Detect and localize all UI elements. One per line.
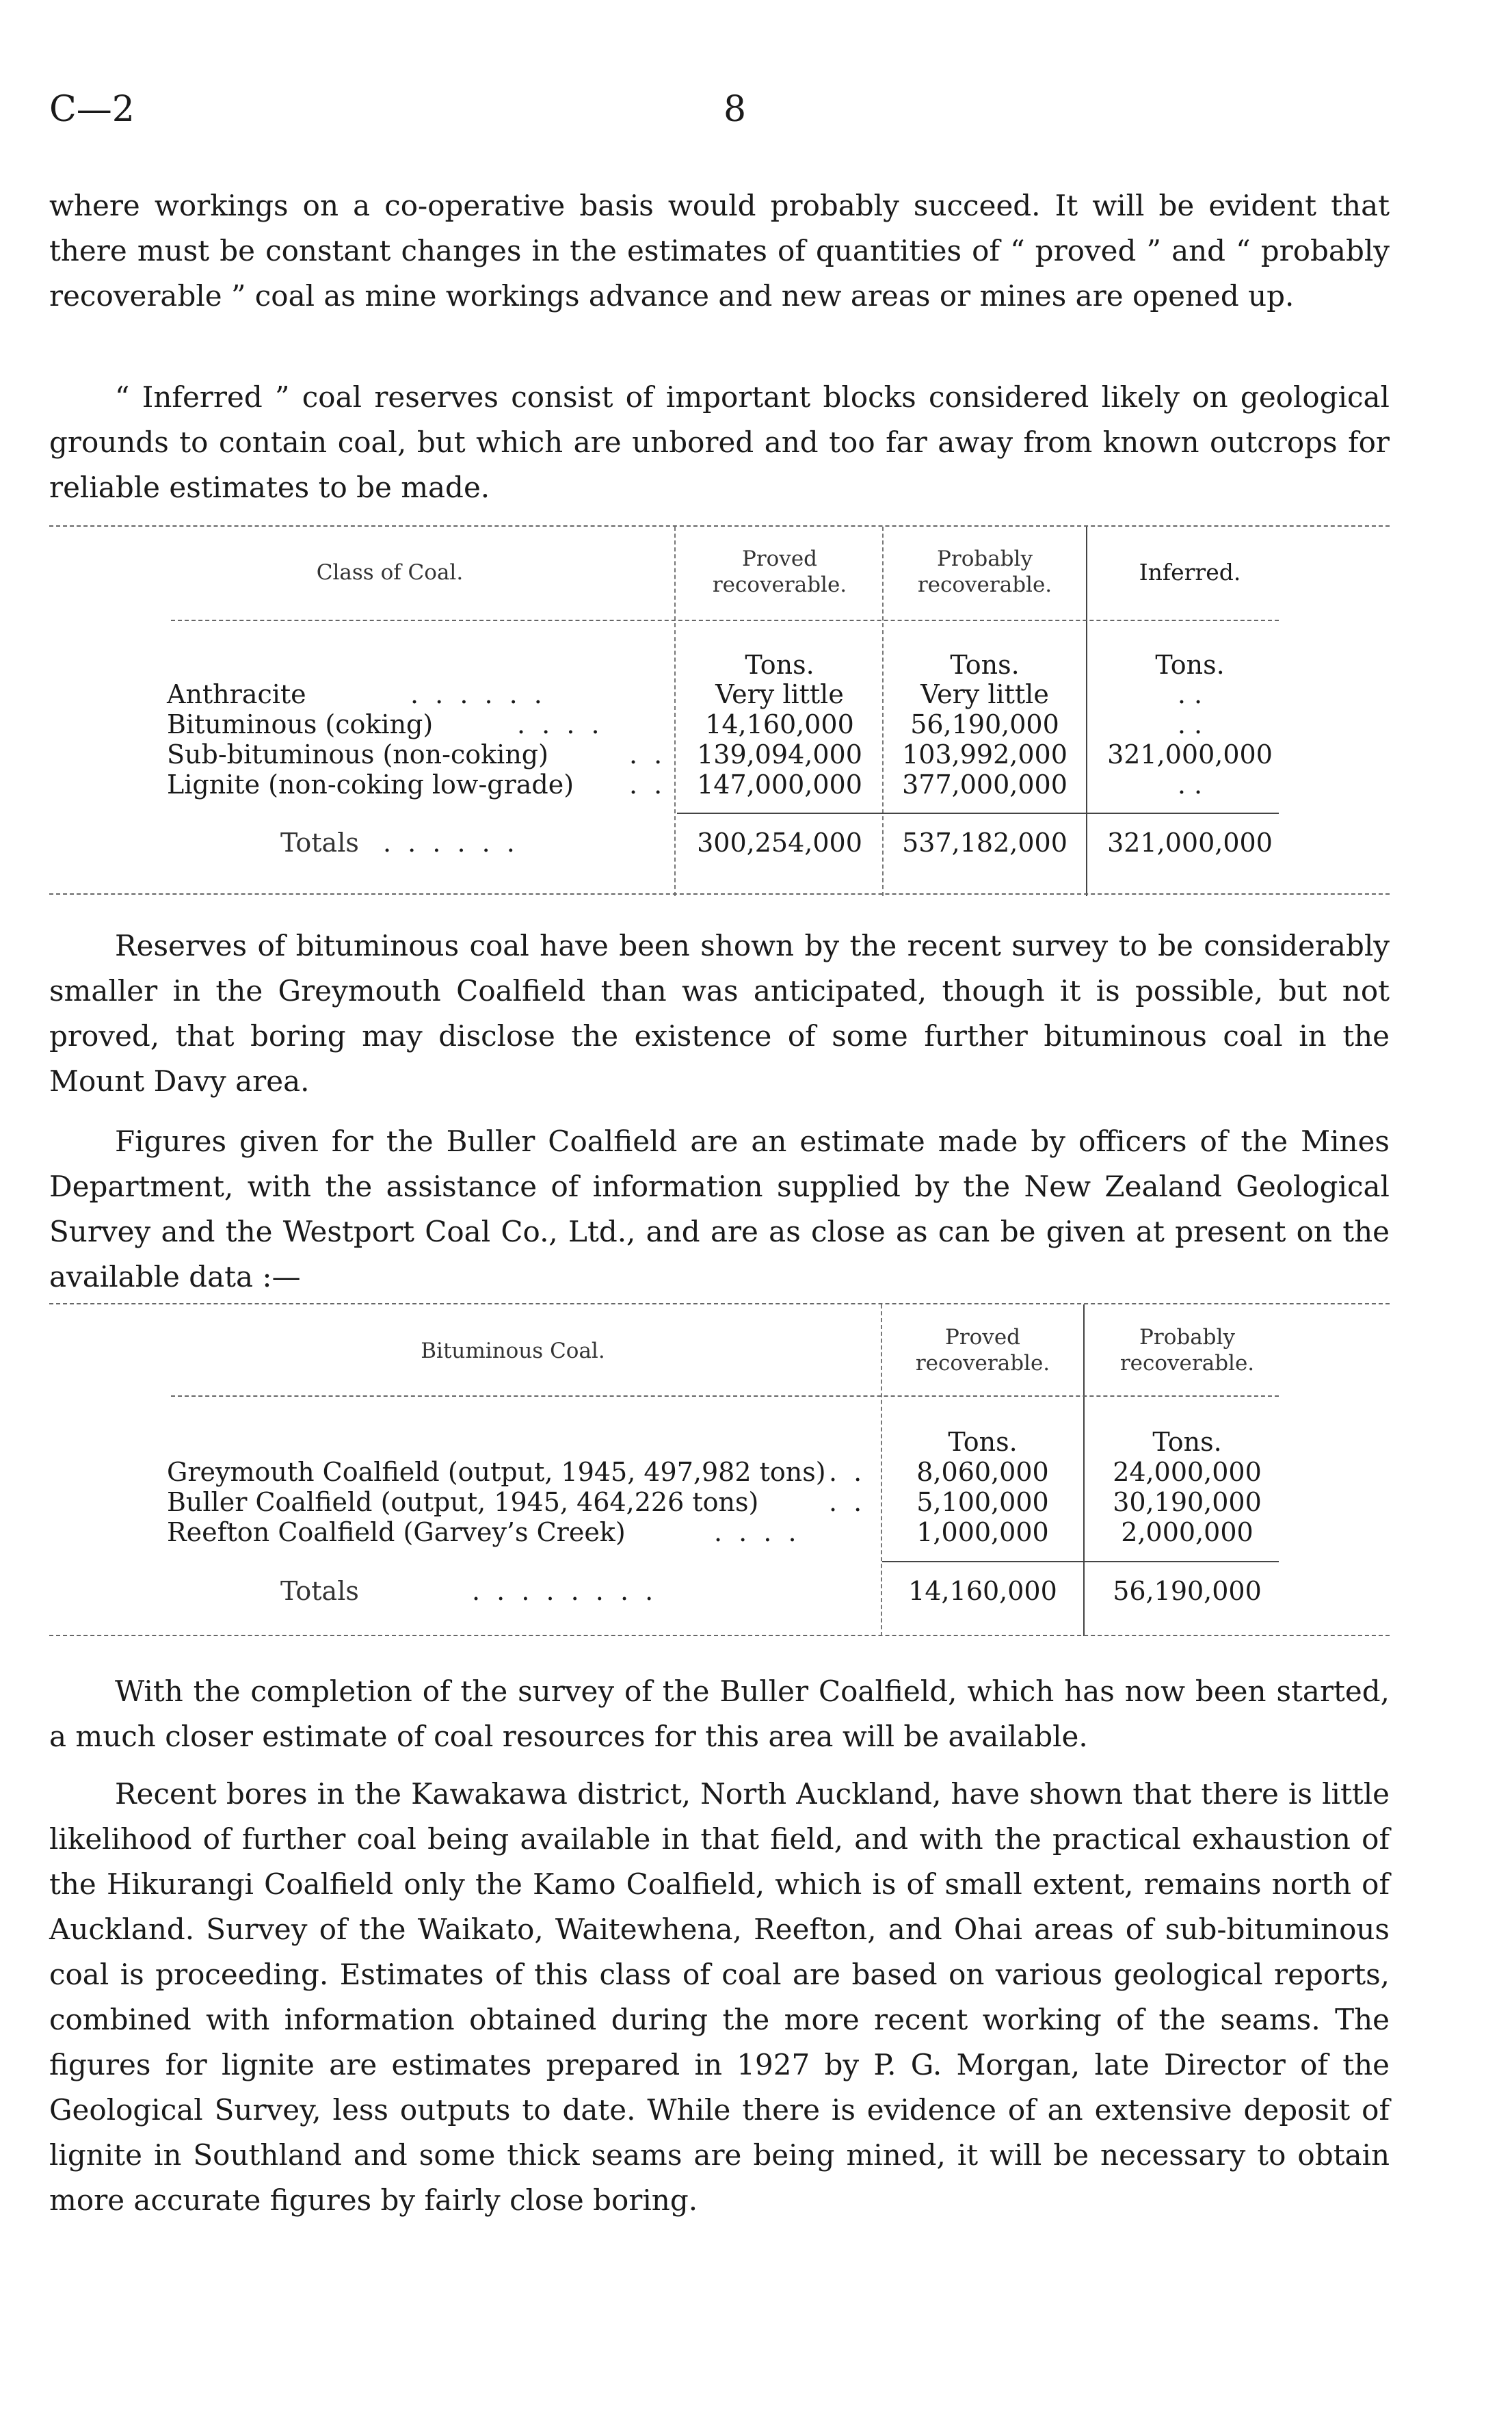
header-line: recoverable. [917, 573, 1052, 597]
totals-label: Totals [280, 1576, 359, 1606]
header-line: recoverable. [1119, 1351, 1255, 1376]
header-line: Probably [937, 547, 1033, 571]
leader-dots: . . . . [714, 1517, 801, 1547]
table1-header-proved [677, 546, 882, 598]
row-probably: Very little [920, 679, 1049, 709]
leader-dots: . . . . . . . . [472, 1576, 658, 1606]
table1-totals-rule [677, 813, 1279, 814]
row-label: Sub-bituminous (non-coking) [167, 739, 548, 770]
leader-dots: . . . . . . [410, 679, 546, 709]
row-label: Greymouth Coalfield (output, 1945, 497,982 tons) [167, 1457, 826, 1487]
leader-dots: . . . . [517, 709, 604, 739]
row-label: Buller Coalfield (output, 1945, 464,226 tons) [167, 1487, 759, 1517]
header-line: Proved [944, 1325, 1021, 1350]
table1-unit-inferred: Tons. [1155, 650, 1225, 680]
row-proved: 1,000,000 [916, 1517, 1049, 1547]
row-proved: 139,094,000 [697, 739, 862, 770]
totals-proved: 300,254,000 [697, 828, 862, 858]
leader-dots: . . [629, 770, 667, 800]
header-line: recoverable. [915, 1351, 1050, 1376]
paragraph-kawakawa-bores: Recent bores in the Kawakawa district, North Auckland, have shown that there is little likelihood of further coal being available in that field, and with the practical exhaustion of the Hikurangi Coalfield only the Kamo Coalfield, which is of small extent, remains north of Auckland. Survey of the Waikato, Waitewhena, Reefton, and Ohai areas of sub-bituminous coal is proceeding. Estimates of this class of coal are based on various geological reports, combined with information obtained during the more recent working of the seams. The figures for lignite are estimates prepared in 1927 by P. G. Morgan, late Director of the Geological Survey, less outputs to date. While there is evidence of an extensive deposit of lignite in Southland and some thick seams are being mined, it will be necessary to obtain more accurate figures by fairly close boring. [49, 1777, 1390, 2217]
header-line: recoverable. [712, 573, 847, 597]
row-probably: 24,000,000 [1113, 1457, 1262, 1487]
leader-dots: . . [629, 739, 667, 770]
page-number: 8 [724, 89, 747, 130]
paragraph-inferred-reserves: “ Inferred ” coal reserves consist of important blocks considered likely on geological grounds to contain coal, but which are unbored and too far away from known outcrops for reliable estimates to be made. [49, 380, 1390, 504]
table2-totals-rule [882, 1561, 1279, 1562]
row-label: Bituminous (coking) [167, 709, 434, 739]
paragraph-buller-figures: Figures given for the Buller Coalfield are an estimate made by officers of the Mines Department, with the assistance of information supplied by the New Zealand Geological Survey and the Westport Coal Co., Ltd., and are as close as can be given at present on the available data :— [49, 1125, 1390, 1293]
totals-probably: 537,182,000 [902, 828, 1067, 858]
row-inferred: 321,000,000 [1107, 739, 1273, 770]
row-proved: 8,060,000 [916, 1457, 1049, 1487]
row-inferred: . . [1177, 770, 1203, 800]
totals-probably: 56,190,000 [1113, 1576, 1262, 1606]
table1-header-rule [171, 620, 1279, 621]
totals-inferred: 321,000,000 [1107, 828, 1273, 858]
table2-top-rule [49, 1303, 1390, 1304]
row-inferred: . . [1177, 679, 1203, 709]
row-label: Reefton Coalfield (Garvey’s Creek) [167, 1517, 626, 1547]
row-probably: 103,992,000 [902, 739, 1067, 770]
table1-unit-probably: Tons. [950, 650, 1020, 680]
table1-header-class: Class of Coal. [316, 560, 464, 585]
row-label: Anthracite [167, 679, 306, 709]
row-probably: 377,000,000 [902, 770, 1067, 800]
table2-header-probably [1085, 1324, 1290, 1376]
table2-header-class: Bituminous Coal. [421, 1339, 605, 1363]
row-probably: 56,190,000 [910, 709, 1059, 739]
table1-top-rule [49, 525, 1390, 527]
totals-label: Totals [280, 828, 359, 858]
row-proved: 14,160,000 [705, 709, 854, 739]
table1-unit-proved: Tons. [745, 650, 814, 680]
leader-dots: . . . . . . [383, 828, 519, 858]
row-label: Lignite (non-coking low-grade) [167, 770, 574, 800]
table2-unit-probably: Tons. [1152, 1427, 1222, 1457]
header-line: Proved [741, 547, 818, 571]
paragraph-cooperative-basis: where workings on a co-operative basis would probably succeed. It will be evident that there must be constant changes in the estimates of quantities of “ proved ” and “ probably recoverable ” coal as mine workings advance and new areas or mines are opened up. [49, 189, 1390, 313]
paragraph-buller-survey: With the completion of the survey of the Buller Coalfield, which has now been started, a much closer estimate of coal resources for this area will be available. [49, 1674, 1390, 1753]
table1-header-inferred: Inferred. [1139, 559, 1241, 586]
row-probably: 2,000,000 [1121, 1517, 1254, 1547]
row-proved: 5,100,000 [916, 1487, 1049, 1517]
header-line: Probably [1139, 1325, 1235, 1350]
row-inferred: . . [1177, 709, 1203, 739]
leader-dots: . . [829, 1487, 866, 1517]
row-probably: 30,190,000 [1113, 1487, 1262, 1517]
leader-dots: . . [829, 1457, 866, 1487]
table1-col-divider [674, 527, 676, 896]
table1-header-probably [884, 546, 1086, 598]
row-proved: Very little [715, 679, 844, 709]
paragraph-bituminous-reserves: Reserves of bituminous coal have been shown by the recent survey to be considerably smaller in the Greymouth Coalfield than was anticipated, though it is possible, but not proved, that boring may disclose the existence of some further bituminous coal in the Mount Davy area. [49, 929, 1390, 1098]
report-series-code: C—2 [49, 89, 135, 130]
table2-header-proved [882, 1324, 1083, 1376]
table2-bottom-rule [49, 1635, 1390, 1636]
table2-header-rule [171, 1395, 1279, 1397]
table1-bottom-rule [49, 893, 1390, 895]
row-proved: 147,000,000 [697, 770, 862, 800]
totals-proved: 14,160,000 [908, 1576, 1057, 1606]
table2-unit-proved: Tons. [948, 1427, 1018, 1457]
